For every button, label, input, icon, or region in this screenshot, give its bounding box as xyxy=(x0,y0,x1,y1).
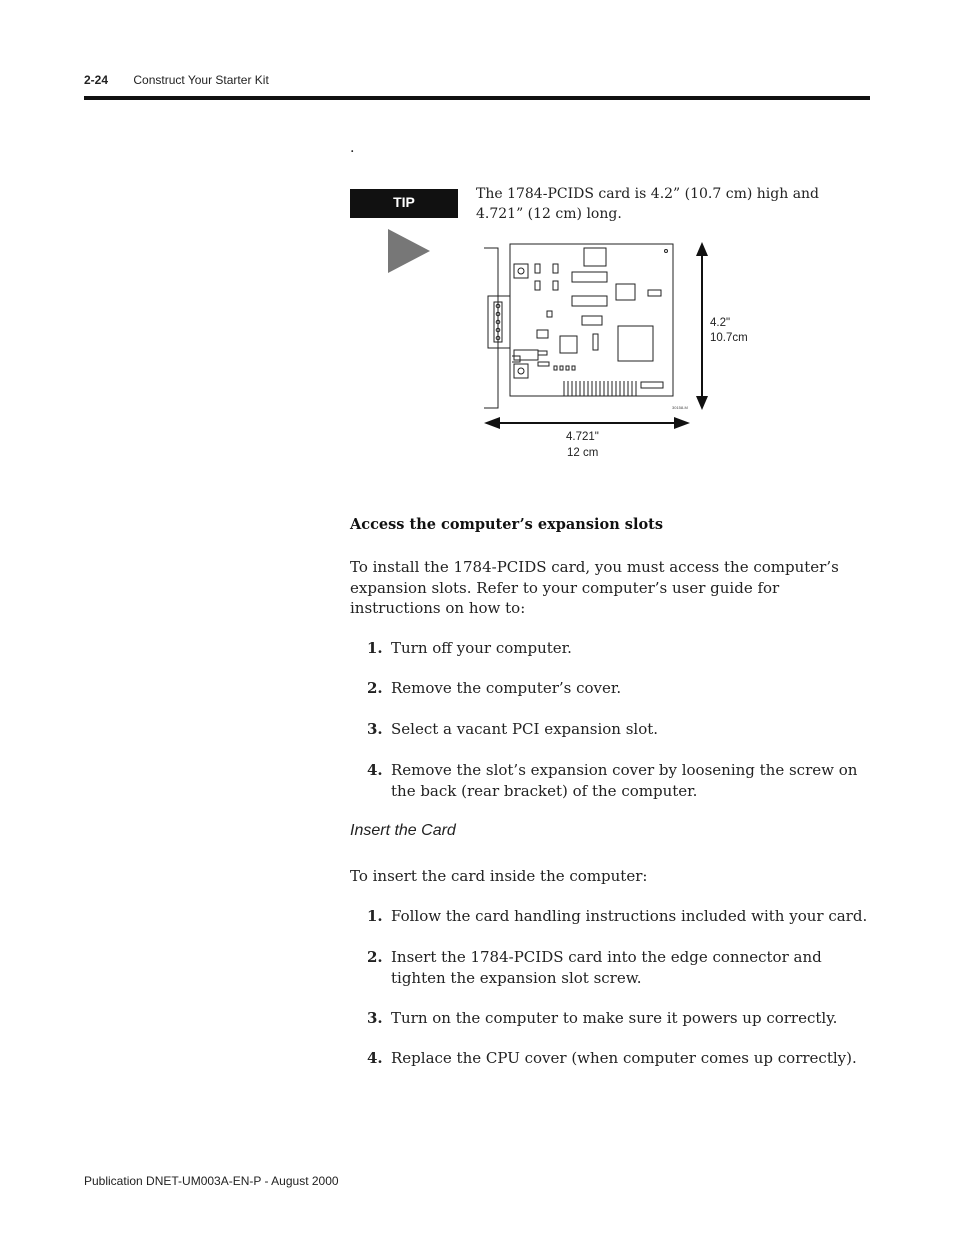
step-number: 1. xyxy=(367,907,383,925)
step-number: 2. xyxy=(367,679,383,697)
page-footer: Publication DNET-UM003A-EN-P - August 2000 xyxy=(84,1174,339,1188)
step-number: 4. xyxy=(367,1049,383,1067)
page-header xyxy=(84,73,269,87)
height-label-cm: 10.7cm xyxy=(710,332,748,344)
height-label-inch: 4.2" xyxy=(710,317,731,329)
step-number: 3. xyxy=(367,1009,383,1027)
step-text: Insert the 1784-PCIDS card into the edge connector and tighten the expansion slot screw. xyxy=(391,948,822,987)
step-text: Turn off your computer. xyxy=(391,639,572,657)
pci-card-diagram xyxy=(476,236,766,466)
list-item xyxy=(367,906,872,927)
card-dimension-figure xyxy=(476,236,766,470)
step-number: 3. xyxy=(367,720,383,738)
page-number: 2-24 xyxy=(84,73,109,87)
step-number: 4. xyxy=(367,761,383,779)
chapter-title: Construct Your Starter Kit xyxy=(133,73,269,87)
step-text: Remove the slot’s expansion cover by loosening the screw on the back (rear bracket) of the computer. xyxy=(391,761,858,800)
step-text: Follow the card handling instructions included with your card. xyxy=(391,907,868,925)
list-item xyxy=(367,760,872,801)
list-item xyxy=(367,1048,872,1069)
section-heading-expansion-slots: Access the computer’s expansion slots xyxy=(350,516,663,533)
list-item xyxy=(367,638,872,659)
section-heading-insert-card: Insert the Card xyxy=(350,822,456,839)
header-rule xyxy=(84,96,870,100)
tip-label: TIP xyxy=(350,189,458,218)
tip-text: The 1784-PCIDS card is 4.2” (10.7 cm) high and 4.721” (12 cm) long. xyxy=(476,186,820,222)
length-label-cm: 12 cm xyxy=(567,447,599,459)
list-item xyxy=(367,719,872,740)
list-item xyxy=(367,1008,872,1029)
step-text: Turn on the computer to make sure it powers up correctly. xyxy=(391,1009,838,1027)
length-dimension-arrow xyxy=(484,417,690,429)
list-item xyxy=(367,678,872,699)
stray-mark: . xyxy=(350,140,355,156)
list-item xyxy=(367,947,872,988)
figure-id: 30158-M xyxy=(672,405,688,410)
step-text: Select a vacant PCI expansion slot. xyxy=(391,720,659,738)
step-number: 2. xyxy=(367,948,383,966)
step-number: 1. xyxy=(367,639,383,657)
height-dimension-arrow xyxy=(696,242,708,410)
step-text: Replace the CPU cover (when computer comes up correctly). xyxy=(391,1049,857,1067)
length-label-inch: 4.721" xyxy=(566,431,599,443)
section1-intro: To install the 1784-PCIDS card, you must access the computer’s expansion slots. Refer to your computer’s user guide for instructions on how to: xyxy=(350,558,839,617)
step-text: Remove the computer’s cover. xyxy=(391,679,622,697)
section2-intro: To insert the card inside the computer: xyxy=(350,867,648,885)
tip-arrow-icon xyxy=(388,229,430,273)
